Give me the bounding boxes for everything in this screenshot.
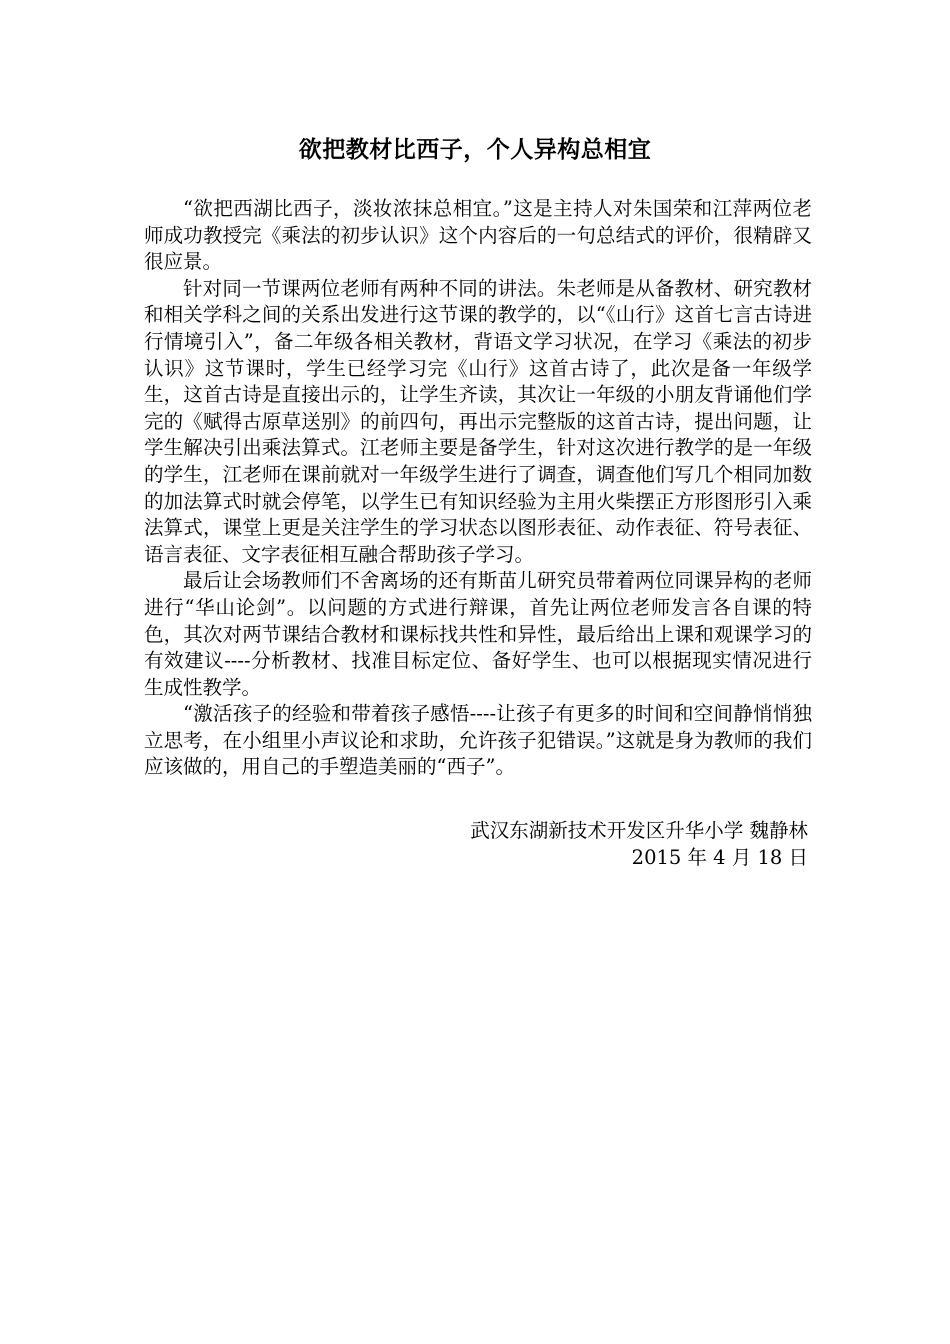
signature-block (144, 818, 808, 871)
paragraph-1: “欲把西湖比西子，淡妆浓抹总相宜。”这是主持人对朱国荣和江萍两位老师成功教授完《乘法的初步认识》这个内容后的一句总结式的评价，很精辟又很应景。 (144, 197, 812, 274)
document-body (144, 196, 812, 781)
document-title: 欲把教材比西子，个人异构总相宜 (298, 137, 652, 163)
signature-date: 2015 年 4 月 18 日 (631, 845, 808, 869)
paragraph-4: “激活孩子的经验和带着孩子感悟----让孩子有更多的时间和空间静悄悄独立思考，在小组里小声议论和求助，允许孩子犯错误。”这就是身为教师的我们应该做的，用自己的手塑造美丽的“西子”。 (144, 702, 812, 779)
paragraph-2: 针对同一节课两位老师有两种不同的讲法。朱老师是从备教材、研究教材和相关学科之间的关系出发进行这节课的教学的，以“《山行》这首七言古诗进行情境引入”，备二年级各相关教材，背语文学习状况，在学习《乘法的初步认识》这节课时，学生已经学习完《山行》这首古诗了，此次是备一年级学生，这首古诗是直接出示的，让学生齐读，其次让一年级的小朋友背诵他们学完的《赋得古原草送别》的前四句，再出示完整版的这首古诗，提出问题，让学生解决引出乘法算式。江老师主要是备学生，针对这次进行教学的是一年级的学生，江老师在课前就对一年级学生进行了调查，调查他们写几个相同加数的加法算式时就会停笔，以学生已有知识经验为主用火柴摆正方形图形引入乘法算式，课堂上更是关注学生的学习状态以图形表征、动作表征、符号表征、语言表征、文字表征相互融合帮助孩子学习。 (144, 276, 812, 566)
paragraph-3: 最后让会场教师们不舍离场的还有斯苗儿研究员带着两位同课异构的老师进行“华山论剑”。以问题的方式进行辩课，首先让两位老师发言各自课的特色，其次对两节课结合教材和课标找共性和异性，最后给出上课和观课学习的有效建议----分析教材、找准目标定位、备好学生、也可以根据现实情况进行生成性教学。 (144, 569, 812, 699)
signature-author: 武汉东湖新技术开发区升华小学 魏静林 (470, 819, 808, 842)
